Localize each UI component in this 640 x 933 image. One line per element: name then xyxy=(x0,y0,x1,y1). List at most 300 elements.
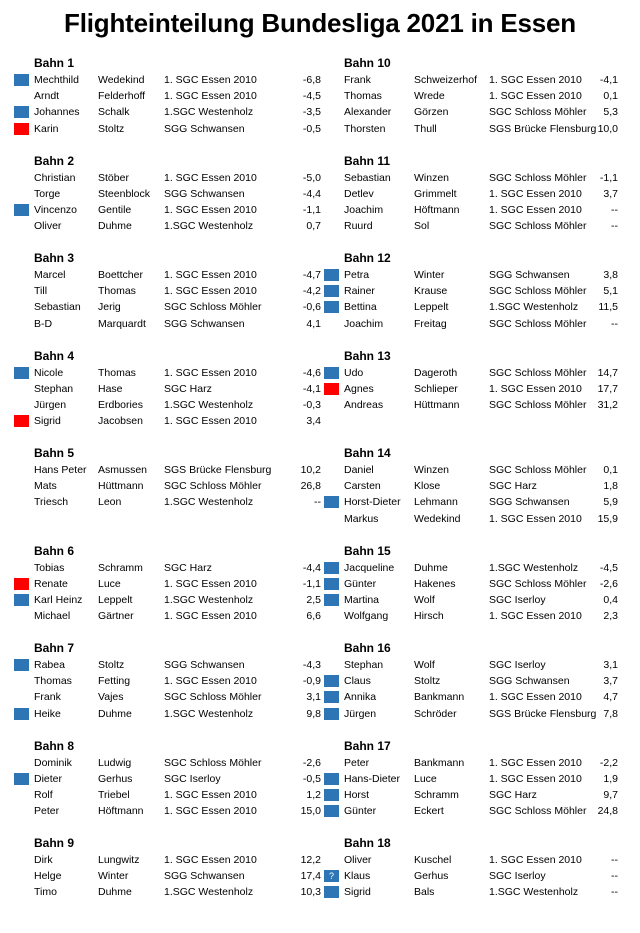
player-row xyxy=(14,121,321,137)
score: 0,1 xyxy=(603,90,618,103)
last-name: Fetting xyxy=(98,675,131,688)
player-row xyxy=(324,787,618,803)
last-name: Schramm xyxy=(98,561,143,574)
club-name: SGC Schloss Möhler xyxy=(489,805,587,818)
score: 3,1 xyxy=(306,691,321,704)
blue-marker xyxy=(324,708,339,720)
first-name: Nicole xyxy=(34,366,64,379)
last-name: Grimmelt xyxy=(414,187,457,200)
score: 3,4 xyxy=(306,415,321,428)
flight-group xyxy=(14,153,321,251)
player-row xyxy=(324,884,618,900)
first-name: Johannes xyxy=(34,106,80,119)
club-name: 1. SGC Essen 2010 xyxy=(164,285,257,298)
score: 0,7 xyxy=(306,220,321,233)
score: -- xyxy=(611,203,618,216)
last-name: Stoltz xyxy=(98,659,125,671)
score: 1,8 xyxy=(603,480,618,493)
player-row xyxy=(324,88,618,104)
first-name: Günter xyxy=(344,577,377,590)
club-name: 1.SGC Westenholz xyxy=(164,496,254,509)
last-name: Ludwig xyxy=(98,756,132,769)
first-name: Horst-Dieter xyxy=(344,496,401,509)
last-name: Vajes xyxy=(98,691,124,704)
player-row xyxy=(324,121,618,137)
club-name: SGC Schloss Möhler xyxy=(164,691,262,704)
club-name: 1.SGC Westenholz xyxy=(489,301,579,314)
blue-marker xyxy=(324,789,339,801)
last-name: Bals xyxy=(414,886,435,899)
last-name: Höftmann xyxy=(98,805,144,818)
flight-group xyxy=(324,640,618,738)
blue-marker xyxy=(14,594,29,606)
first-name: Sebastian xyxy=(344,171,391,184)
player-row xyxy=(324,104,618,120)
first-name: Thorsten xyxy=(344,122,386,135)
score: -- xyxy=(611,870,618,883)
score: 24,8 xyxy=(597,805,618,818)
player-row xyxy=(324,170,618,186)
last-name: Hakenes xyxy=(414,577,456,590)
last-name: Gentile xyxy=(98,203,132,216)
score: 3,7 xyxy=(603,675,618,688)
group-title: Bahn 2 xyxy=(34,153,75,168)
score: -4,4 xyxy=(302,561,321,574)
player-row xyxy=(14,283,321,299)
score: 15,0 xyxy=(300,805,321,818)
last-name: Schramm xyxy=(414,788,459,801)
group-title: Bahn 4 xyxy=(34,348,75,363)
score: -- xyxy=(611,220,618,233)
first-name: Dieter xyxy=(34,772,63,785)
group-title: Bahn 6 xyxy=(34,543,75,558)
blue-marker xyxy=(324,594,339,606)
club-name: 1.SGC Westenholz xyxy=(164,106,254,119)
club-name: 1. SGC Essen 2010 xyxy=(164,675,257,688)
group-title: Bahn 16 xyxy=(344,641,391,655)
flight-group xyxy=(14,55,321,153)
score: -4,7 xyxy=(302,269,321,281)
club-name: SGC Schloss Möhler xyxy=(164,301,262,314)
club-name: 1. SGC Essen 2010 xyxy=(164,90,257,103)
score: 0,4 xyxy=(603,593,618,606)
player-row xyxy=(14,104,321,120)
player-row xyxy=(14,673,321,689)
score: 4,7 xyxy=(603,691,618,704)
first-name: Oliver xyxy=(34,220,62,233)
first-name: Günter xyxy=(344,805,377,818)
score: 17,4 xyxy=(300,870,321,883)
club-name: 1.SGC Westenholz xyxy=(164,220,254,233)
player-row xyxy=(14,170,321,186)
score: -5,0 xyxy=(302,171,321,184)
last-name: Wolf xyxy=(414,593,435,606)
group-title: Bahn 3 xyxy=(34,251,75,265)
player-row xyxy=(14,381,321,397)
first-name: Till xyxy=(34,285,48,298)
player-row xyxy=(324,365,618,381)
first-name: Detlev xyxy=(344,187,374,200)
club-name: 1. SGC Essen 2010 xyxy=(489,203,582,216)
score: -- xyxy=(611,886,618,899)
first-name: Hans-Dieter xyxy=(344,772,401,785)
blue-marker xyxy=(324,675,339,687)
player-row xyxy=(14,657,321,673)
score: -1,1 xyxy=(302,203,321,216)
club-name: SGS Brücke Flensburg xyxy=(489,122,597,135)
player-row xyxy=(324,381,618,397)
last-name: Winter xyxy=(98,870,129,883)
flight-group xyxy=(14,348,321,446)
first-name: Stephan xyxy=(34,382,74,395)
first-name: Dirk xyxy=(34,854,53,866)
last-name: Leppelt xyxy=(98,593,133,606)
last-name: Duhme xyxy=(98,220,132,233)
score: 1,2 xyxy=(306,788,321,801)
score: 4,1 xyxy=(306,317,321,330)
flight-group xyxy=(14,543,321,641)
first-name: Klaus xyxy=(344,870,371,883)
blue-marker xyxy=(324,562,339,574)
blue-marker xyxy=(324,578,339,590)
flight-group xyxy=(14,835,321,933)
first-name: Frank xyxy=(34,691,61,704)
player-row xyxy=(14,706,321,722)
club-name: 1. SGC Essen 2010 xyxy=(164,610,257,623)
first-name: Christian xyxy=(34,171,76,184)
first-name: Sebastian xyxy=(34,301,81,314)
first-name: Tobias xyxy=(34,561,65,574)
club-name: 1. SGC Essen 2010 xyxy=(489,610,582,623)
player-row xyxy=(14,868,321,884)
player-row xyxy=(14,397,321,413)
blue-marker xyxy=(324,886,339,898)
club-name: SGG Schwansen xyxy=(164,122,245,135)
score: -1,1 xyxy=(302,577,321,590)
club-name: SGG Schwansen xyxy=(489,269,570,281)
first-name: Mechthild xyxy=(34,74,79,86)
first-name: Jürgen xyxy=(34,398,67,411)
score: -4,2 xyxy=(302,285,321,298)
blue-marker xyxy=(324,773,339,785)
club-name: 1. SGC Essen 2010 xyxy=(489,90,582,103)
group-title: Bahn 1 xyxy=(34,56,75,70)
club-name: SGG Schwansen xyxy=(164,187,245,200)
score: -4,1 xyxy=(599,74,618,86)
player-row xyxy=(324,657,618,673)
player-row xyxy=(14,755,321,771)
last-name: Stoltz xyxy=(414,675,441,688)
last-name: Wrede xyxy=(414,90,445,103)
first-name: Karin xyxy=(34,122,59,135)
last-name: Boettcher xyxy=(98,269,143,281)
club-name: 1. SGC Essen 2010 xyxy=(164,805,257,818)
score: 17,7 xyxy=(597,382,618,395)
club-name: 1.SGC Westenholz xyxy=(489,886,579,899)
red-marker xyxy=(14,123,29,135)
last-name: Leon xyxy=(98,496,122,509)
club-name: SGC Schloss Möhler xyxy=(489,577,587,590)
player-row xyxy=(14,787,321,803)
last-name: Schlieper xyxy=(414,382,458,395)
first-name: Markus xyxy=(344,512,379,525)
first-name: Oliver xyxy=(344,854,372,866)
player-row xyxy=(324,706,618,722)
club-name: SGC Schloss Möhler xyxy=(489,171,587,184)
club-name: 1.SGC Westenholz xyxy=(164,398,254,411)
first-name: Sigrid xyxy=(34,415,61,428)
blue-marker xyxy=(14,106,29,118)
group-title: Bahn 12 xyxy=(344,251,391,265)
left-column xyxy=(14,55,321,933)
last-name: Duhme xyxy=(414,561,448,574)
group-title: Bahn 14 xyxy=(344,446,391,460)
group-title: Bahn 18 xyxy=(344,836,391,850)
first-name: Annika xyxy=(344,691,377,704)
score: 1,9 xyxy=(603,772,618,785)
last-name: Gerhus xyxy=(414,870,449,883)
player-row xyxy=(324,316,618,332)
club-name: SGS Brücke Flensburg xyxy=(489,707,597,720)
score: 3,8 xyxy=(603,269,618,281)
club-name: 1. SGC Essen 2010 xyxy=(489,74,582,86)
last-name: Marquardt xyxy=(98,317,146,330)
last-name: Thull xyxy=(414,122,437,135)
last-name: Hase xyxy=(98,382,123,395)
score: -- xyxy=(611,854,618,866)
last-name: Gerhus xyxy=(98,772,133,785)
blue-marker xyxy=(324,691,339,703)
club-name: SGG Schwansen xyxy=(489,675,570,688)
question-marker: ? xyxy=(324,870,339,882)
player-row xyxy=(14,689,321,705)
club-name: 1. SGC Essen 2010 xyxy=(489,187,582,200)
score: 2,3 xyxy=(603,610,618,623)
club-name: 1. SGC Essen 2010 xyxy=(164,74,257,86)
last-name: Gärtner xyxy=(98,610,134,623)
club-name: 1. SGC Essen 2010 xyxy=(489,691,582,704)
club-name: SGC Harz xyxy=(489,480,537,493)
first-name: Frank xyxy=(344,74,371,86)
first-name: Horst xyxy=(344,788,370,801)
score: 10,3 xyxy=(300,886,321,899)
player-row xyxy=(324,283,618,299)
blue-marker xyxy=(324,269,339,281)
player-row xyxy=(324,299,618,315)
first-name: Andreas xyxy=(344,398,384,411)
first-name: Torge xyxy=(34,187,61,200)
club-name: SGC Harz xyxy=(164,382,212,395)
player-row xyxy=(14,267,321,283)
page-title: Flighteinteilung Bundesliga 2021 in Essen xyxy=(64,8,576,38)
club-name: 1. SGC Essen 2010 xyxy=(164,269,257,281)
first-name: Peter xyxy=(344,756,370,769)
score: 5,1 xyxy=(603,285,618,298)
score: 10,2 xyxy=(300,464,321,476)
club-name: SGG Schwansen xyxy=(489,496,570,509)
red-marker xyxy=(324,383,339,395)
player-row xyxy=(324,868,618,884)
last-name: Bankmann xyxy=(414,756,465,769)
club-name: 1. SGC Essen 2010 xyxy=(164,788,257,801)
score: -0,9 xyxy=(302,675,321,688)
club-name: SGS Brücke Flensburg xyxy=(164,464,272,476)
last-name: Luce xyxy=(98,577,121,590)
first-name: Bettina xyxy=(344,301,377,314)
blue-marker xyxy=(14,367,29,379)
player-row xyxy=(324,494,618,510)
club-name: SGC Iserloy xyxy=(489,659,546,671)
player-row xyxy=(14,413,321,429)
player-row xyxy=(14,365,321,381)
last-name: Schröder xyxy=(414,707,457,720)
first-name: B-D xyxy=(34,317,53,330)
flight-group xyxy=(324,153,618,251)
last-name: Stöber xyxy=(98,171,129,184)
club-name: 1. SGC Essen 2010 xyxy=(489,854,582,866)
player-row xyxy=(14,592,321,608)
player-row xyxy=(324,397,618,413)
player-row xyxy=(14,218,321,234)
last-name: Hüttmann xyxy=(98,480,144,493)
group-title: Bahn 11 xyxy=(344,153,391,168)
last-name: Sol xyxy=(414,220,430,233)
player-row xyxy=(14,576,321,592)
score: 0,1 xyxy=(603,464,618,476)
flight-group xyxy=(14,738,321,836)
first-name: Helge xyxy=(34,870,62,883)
player-row xyxy=(324,478,618,494)
player-row xyxy=(14,72,321,88)
score: -0,3 xyxy=(302,398,321,411)
flight-group xyxy=(324,445,618,543)
player-row xyxy=(14,608,321,624)
player-row xyxy=(324,592,618,608)
player-row xyxy=(324,608,618,624)
group-title: Bahn 7 xyxy=(34,641,75,655)
first-name: Jacqueline xyxy=(344,561,395,574)
score: -6,8 xyxy=(302,74,321,86)
first-name: Alexander xyxy=(344,106,392,119)
club-name: SGG Schwansen xyxy=(164,870,245,883)
first-name: Renate xyxy=(34,577,68,590)
score: -0,5 xyxy=(302,122,321,135)
first-name: Dominik xyxy=(34,756,72,769)
club-name: 1. SGC Essen 2010 xyxy=(489,382,582,395)
club-name: 1. SGC Essen 2010 xyxy=(164,577,257,590)
score: 15,9 xyxy=(597,512,618,525)
score: 7,8 xyxy=(603,707,618,720)
flight-group xyxy=(14,640,321,738)
score: -4,3 xyxy=(302,659,321,671)
score: -4,5 xyxy=(302,90,321,103)
club-name: 1. SGC Essen 2010 xyxy=(164,366,257,379)
club-name: SGC Schloss Möhler xyxy=(489,366,587,379)
first-name: Timo xyxy=(34,886,57,899)
blue-marker xyxy=(14,708,29,720)
last-name: Steenblock xyxy=(98,187,150,200)
flight-group xyxy=(14,250,321,348)
last-name: Lehmann xyxy=(414,496,458,509)
club-name: SGC Harz xyxy=(489,788,537,801)
last-name: Krause xyxy=(414,285,448,298)
first-name: Udo xyxy=(344,366,364,379)
club-name: SGC Schloss Möhler xyxy=(489,106,587,119)
club-name: 1. SGC Essen 2010 xyxy=(164,415,257,428)
club-name: 1.SGC Westenholz xyxy=(164,707,254,720)
last-name: Görzen xyxy=(414,106,449,119)
player-row xyxy=(14,88,321,104)
club-name: 1.SGC Westenholz xyxy=(164,886,254,899)
last-name: Schweizerhof xyxy=(414,74,478,86)
player-row xyxy=(324,576,618,592)
score: -4,1 xyxy=(302,382,321,395)
first-name: Rolf xyxy=(34,788,53,801)
club-name: SGC Iserloy xyxy=(164,772,221,785)
score: 12,2 xyxy=(300,854,321,866)
group-title: Bahn 15 xyxy=(344,543,391,558)
flight-group xyxy=(324,250,618,348)
last-name: Schalk xyxy=(98,106,130,119)
first-name: Vincenzo xyxy=(34,203,78,216)
last-name: Klose xyxy=(414,480,441,493)
last-name: Duhme xyxy=(98,886,132,899)
club-name: SGC Iserloy xyxy=(489,870,546,883)
player-row xyxy=(324,202,618,218)
score: 26,8 xyxy=(300,480,321,493)
last-name: Dageroth xyxy=(414,366,458,379)
first-name: Petra xyxy=(344,269,370,281)
last-name: Thomas xyxy=(98,285,136,298)
club-name: SGC Schloss Möhler xyxy=(489,398,587,411)
first-name: Marcel xyxy=(34,269,66,281)
club-name: 1. SGC Essen 2010 xyxy=(489,512,582,525)
group-title: Bahn 17 xyxy=(344,738,391,753)
score: 9,7 xyxy=(603,788,618,801)
score: 5,9 xyxy=(603,496,618,509)
first-name: Hans Peter xyxy=(34,464,87,476)
last-name: Winzen xyxy=(414,171,450,184)
player-row xyxy=(14,478,321,494)
club-name: SGC Schloss Möhler xyxy=(164,480,262,493)
score: -2,6 xyxy=(599,577,618,590)
last-name: Kuschel xyxy=(414,854,452,866)
club-name: SGC Schloss Möhler xyxy=(489,317,587,330)
first-name: Heike xyxy=(34,707,61,720)
score: -2,2 xyxy=(599,756,618,769)
player-row xyxy=(324,771,618,787)
score: 3,1 xyxy=(603,659,618,671)
first-name: Jürgen xyxy=(344,707,377,720)
player-row xyxy=(324,72,618,88)
club-name: 1. SGC Essen 2010 xyxy=(164,203,257,216)
club-name: 1. SGC Essen 2010 xyxy=(164,854,257,866)
last-name: Wedekind xyxy=(98,74,145,86)
first-name: Thomas xyxy=(344,90,382,103)
flight-group xyxy=(324,738,618,836)
last-name: Duhme xyxy=(98,707,132,720)
last-name: Eckert xyxy=(414,805,444,818)
blue-marker xyxy=(14,773,29,785)
club-name: SGC Schloss Möhler xyxy=(489,464,587,476)
player-row xyxy=(324,186,618,202)
first-name: Mats xyxy=(34,480,57,493)
last-name: Stoltz xyxy=(98,122,125,135)
player-row xyxy=(324,511,618,527)
club-name: SGC Schloss Möhler xyxy=(489,285,587,298)
score: -0,6 xyxy=(302,301,321,314)
club-name: SGC Schloss Möhler xyxy=(489,220,587,233)
